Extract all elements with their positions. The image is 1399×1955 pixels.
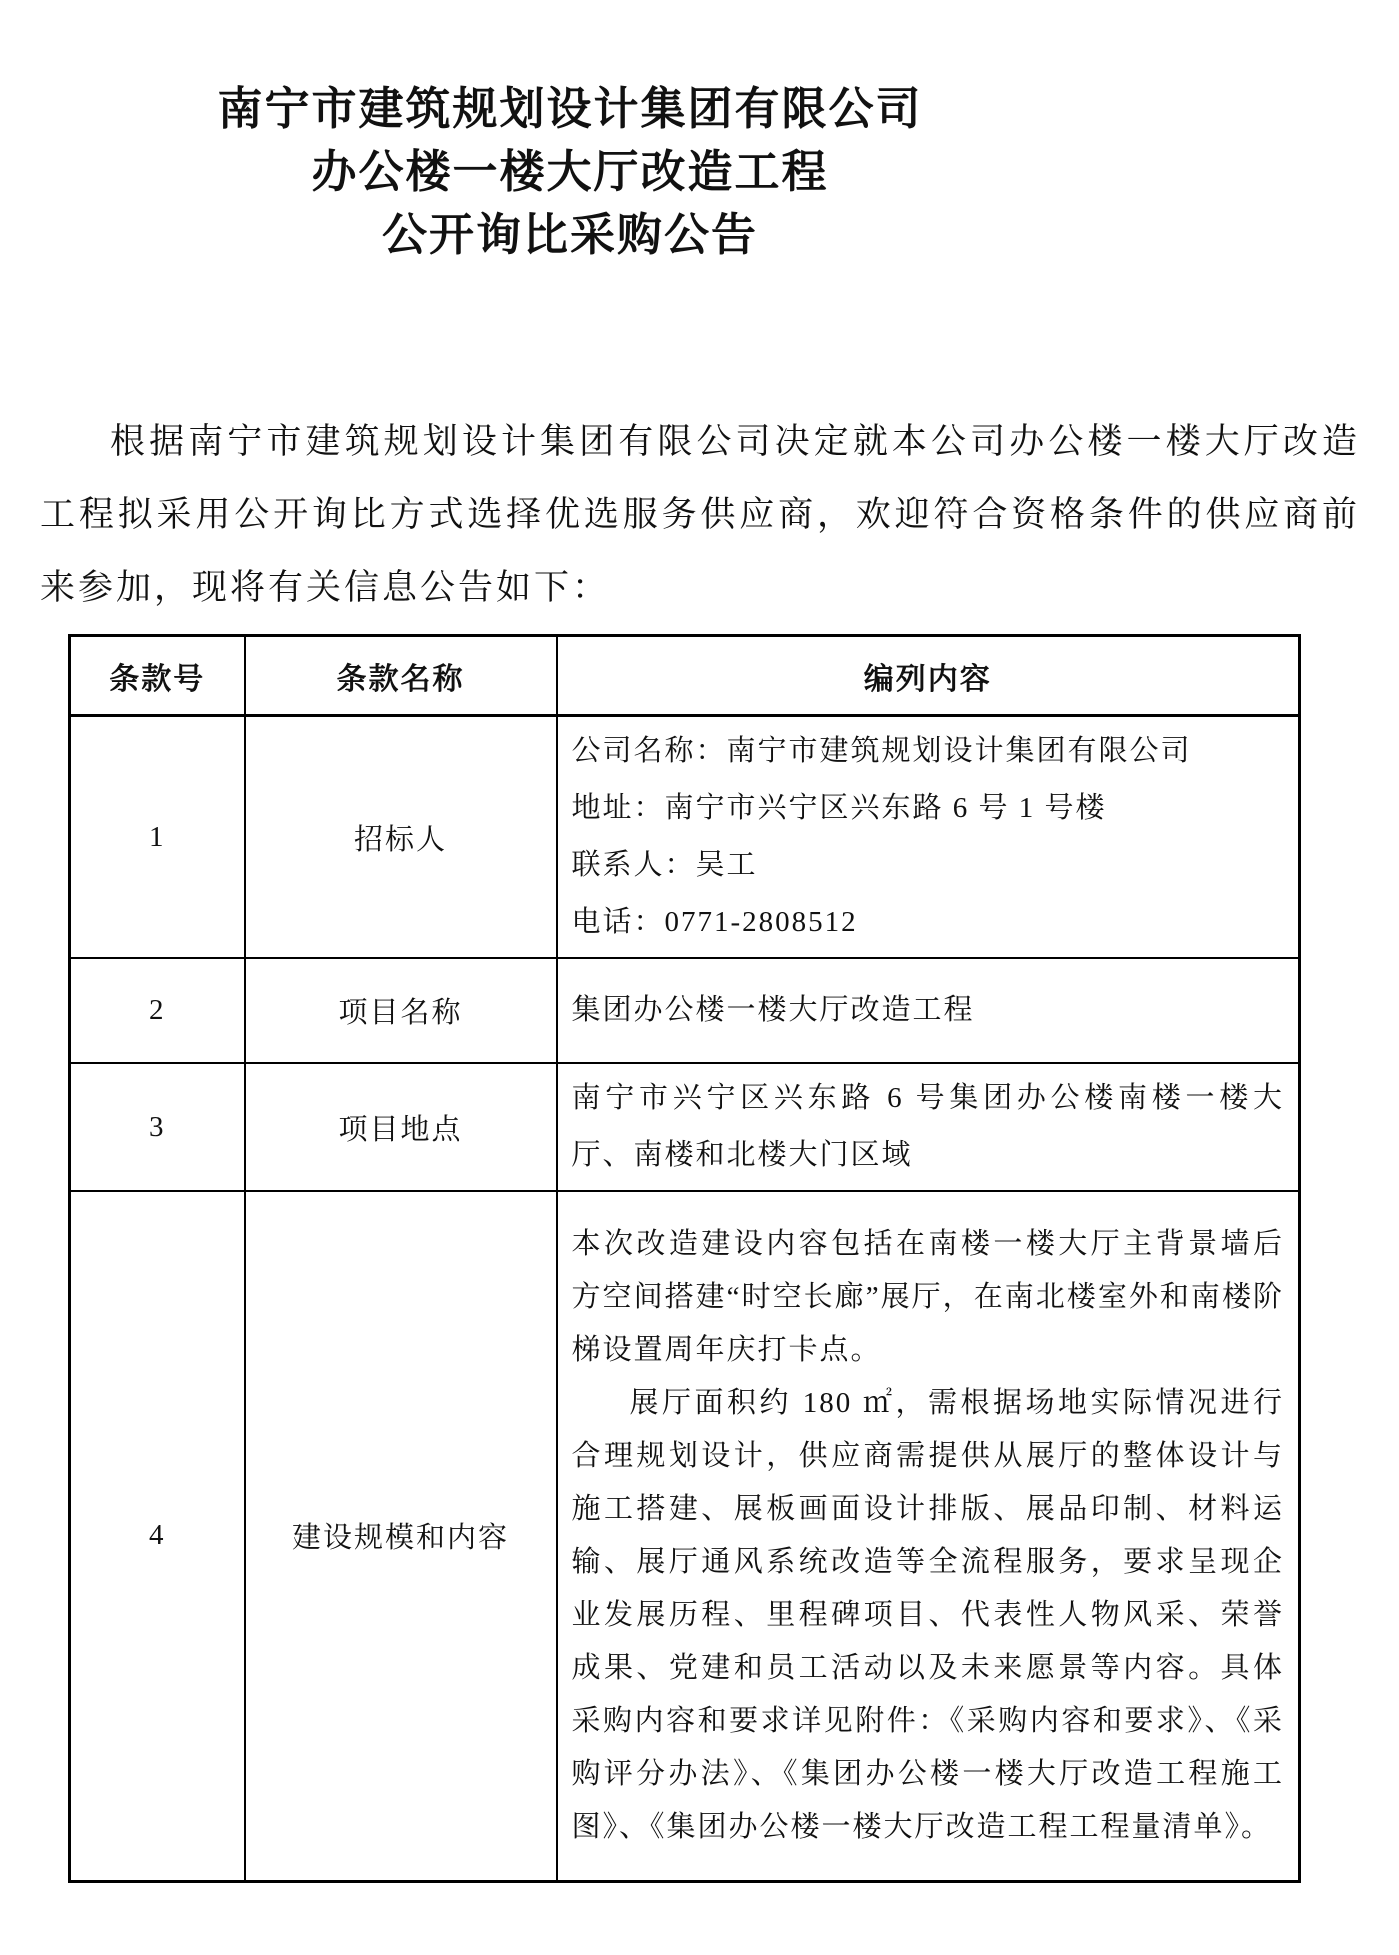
cell-clause-no: 4 [70,1191,245,1881]
content-line-contact: 联系人：吴工 [571,849,758,881]
cell-content [557,1063,1300,1191]
table-row-scale-and-content [70,1191,1300,1881]
content-paragraph-2: 展厅面积约 180 ㎡，需根据场地实际情况进行合理规划设计，供应商需提供从展厅的整体设计与施工搭建、展板画面设计排版、展品印制、材料运输、展厅通风系统改造等全流程服务，要求呈现企业发展历程、里程碑项目、代表性人物风采、荣誉成果、党建和员工活动以及未来愿景等内容。具体采购内容和要求详见附件：《采购内容和要求》、《采购评分办法》、《集团办公楼一楼大厅改造工程施工图》、《集团办公楼一楼大厅改造工程工程量清单》。 [571,1386,1284,1843]
content-paragraph-1: 本次改造建设内容包括在南楼一楼大厅主背景墙后方空间搭建“时空长廊”展厅，在南北楼室外和南楼阶梯设置周年庆打卡点。 [571,1227,1284,1366]
content-line: 集团办公楼一楼大厅改造工程 [571,994,975,1026]
cell-clause-name: 招标人 [245,716,557,959]
cell-clause-no: 2 [70,958,245,1063]
table-row-bidder [70,716,1300,959]
page-title-line-3: 公开询比采购公告 [381,210,758,260]
document-page [0,78,1399,1955]
cell-content [557,958,1300,1063]
content-line-address: 地址：南宁市兴宁区兴东路 6 号 1 号楼 [571,792,1107,824]
announcement-table [68,634,1301,1883]
cell-clause-no: 3 [70,1063,245,1191]
cell-content [557,716,1300,959]
cell-clause-no: 1 [70,716,245,959]
content-paragraph: 南宁市兴宁区兴东路 6 号集团办公楼南楼一楼大厅、南楼和北楼大门区域 [571,1082,1284,1171]
content-line-company: 公司名称：南宁市建筑规划设计集团有限公司 [571,735,1192,767]
column-header-clause-no: 条款号 [70,636,245,716]
cell-content [557,1191,1300,1881]
content-line-phone: 电话：0771-2808512 [571,906,858,938]
cell-clause-name: 项目地点 [245,1063,557,1191]
intro-paragraph: 根据南宁市建筑规划设计集团有限公司决定就本公司办公楼一楼大厅改造工程拟采用公开询比方式选择优选服务供应商，欢迎符合资格条件的供应商前来参加，现将有关信息公告如下： [40,422,1360,607]
header-row [70,636,1300,716]
column-header-content: 编列内容 [557,636,1300,716]
cell-clause-name: 建设规模和内容 [245,1191,557,1881]
page-title-line-2: 办公楼一楼大厅改造工程 [311,147,829,197]
document-title [40,78,1100,267]
cell-clause-name: 项目名称 [245,958,557,1063]
table-row-project-location [70,1063,1300,1191]
table-header [70,636,1300,716]
table-row-project-name [70,958,1300,1063]
column-header-clause-name: 条款名称 [245,636,557,716]
page-title-line-1: 南宁市建筑规划设计集团有限公司 [217,84,923,134]
